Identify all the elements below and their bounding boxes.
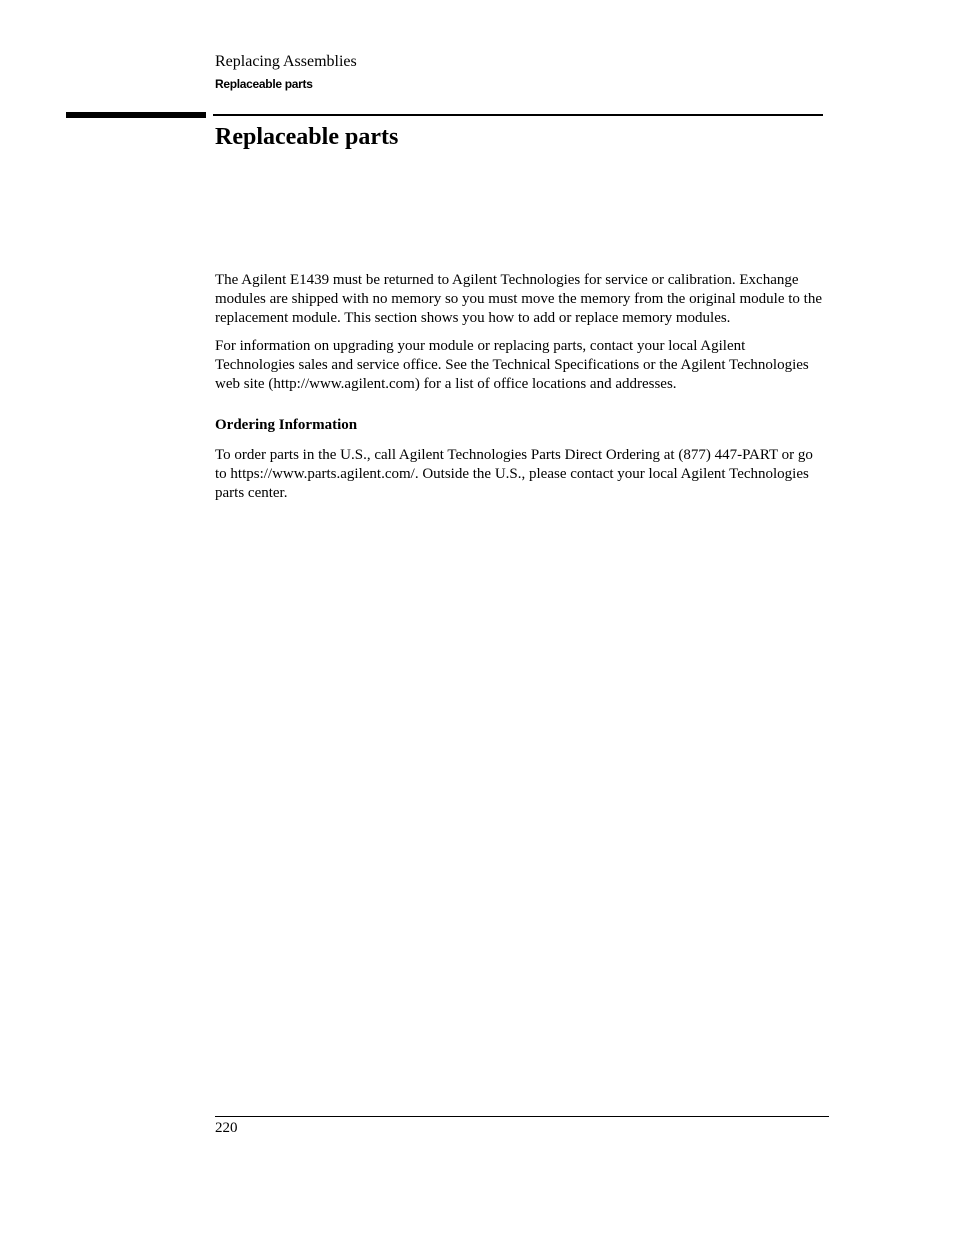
footer-rule: [215, 1116, 829, 1117]
header-thin-rule: [213, 114, 823, 116]
paragraph-upgrade-info: For information on upgrading your module or replacing parts, contact your local Agilent Technologies sales and service office. See the Technical Specifications or the Agilent Technologies web site (http://www.agilent.com) for a list of office locations and addresses.: [215, 338, 809, 392]
paragraph-ordering-info: To order parts in the U.S., call Agilent Technologies Parts Direct Ordering at (877) 447-PART or go to https://www.parts.agilent.com/. Outside the U.S., please contact your local Agilent Technologies parts center.: [215, 447, 813, 501]
header-thick-rule: [66, 112, 206, 118]
page-number: 220: [215, 1120, 238, 1136]
running-head-chapter: Replacing Assemblies: [215, 53, 357, 70]
ordering-information-heading: Ordering Information: [215, 417, 358, 433]
paragraph-return-service: The Agilent E1439 must be returned to Agilent Technologies for service or calibration. Exchange modules are shipped with no memory so you must move the memory from the original module to the replacement module. This section shows you how to add or replace memory modules.: [215, 272, 822, 326]
running-head-section: Replaceable parts: [215, 77, 313, 91]
page-title: Replaceable parts: [215, 124, 399, 150]
